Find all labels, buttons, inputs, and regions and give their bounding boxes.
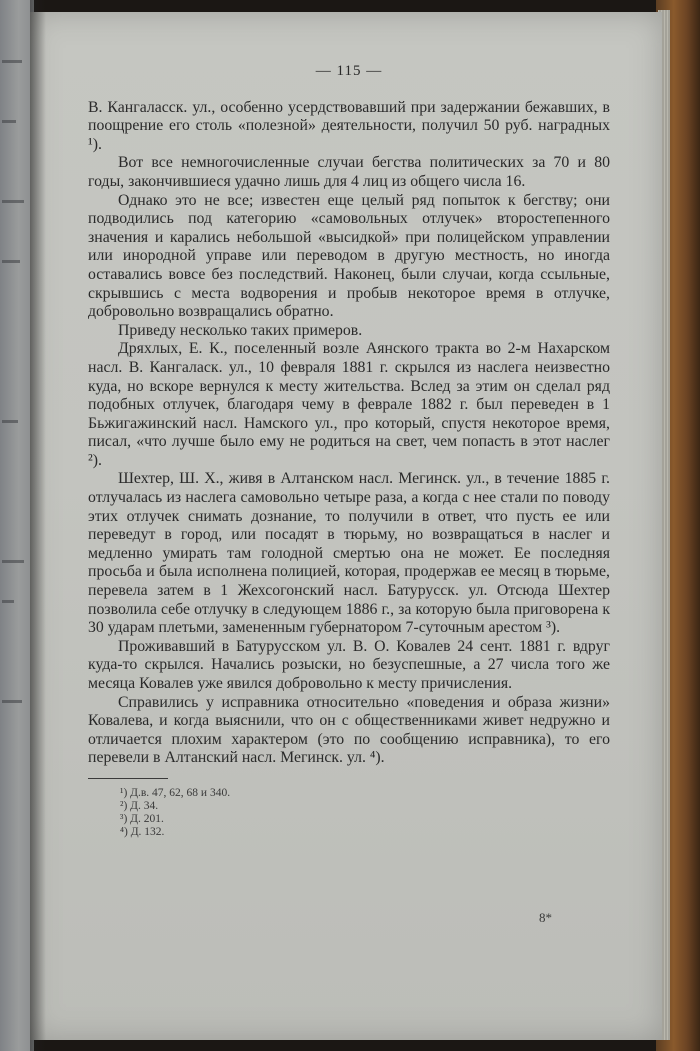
- previous-page-text-fragment: [2, 700, 22, 703]
- paragraph: Дряхлых, Е. К., поселенный возле Аянского тракта во 2-м Нахарском насл. В. Кангаласк. ул., 10 февраля 1881 г. скрылся из наслега неизвестно куда, но вскоре вернулся к месту жительства. Вслед за этим он сделал ряд подобных отлучек, благодаря чему в феврале 1882 г. был переведен в 1 Бьжигажинский насл. Намского ул., про который, спустя некоторое время, писал, «что лучше было ему не родиться на свет, чем попасть в этот наслег ²).: [88, 340, 610, 469]
- previous-page-text-fragment: [2, 600, 14, 603]
- footnote: ³) Д. 201.: [120, 812, 164, 825]
- paragraph: Вот все немногочисленные случаи бегства политических за 70 и 80 годы, закончившиеся удачно лишь для 4 лиц из общего числа 16.: [88, 154, 610, 190]
- footnote: ²) Д. 34.: [120, 799, 159, 812]
- previous-page-edge: [0, 0, 34, 1051]
- footnote: ⁴) Д. 132.: [120, 825, 165, 838]
- previous-page-text-fragment: [2, 120, 16, 123]
- paragraph: Приведу несколько таких примеров.: [118, 321, 363, 339]
- previous-page-text-fragment: [2, 420, 18, 423]
- page-number: — 115 —: [315, 63, 383, 79]
- previous-page-text-fragment: [2, 200, 24, 203]
- signature-mark: 8*: [539, 910, 552, 925]
- previous-page-text-fragment: [2, 260, 20, 263]
- footnote: ¹) Д.в. 47, 62, 68 и 340.: [120, 786, 231, 799]
- paragraph: Однако это не все; известен еще целый ряд попыток к бегству; они подводились под категорию «самовольных отлучек» второстепенного значения и карались небольшой «высидкой» при полицейском управлении или инородной управе или переводом в другую местность, но иногда оставались вовсе без последствий. Наконец, были случаи, когда ссыльные, скрывшись с места водворения и пробыв некоторое время в отлучке, добровольно возвращались обратно.: [88, 191, 610, 321]
- paragraph: Проживавший в Батурусском ул. В. О. Ковалев 24 сент. 1881 г. вдруг куда-то скрылся. Начались розыски, но безуспешные, а 27 числа того же месяца Ковалев уже явился добровольно к месту причисления.: [88, 637, 610, 692]
- book-page: [30, 12, 662, 1040]
- paragraph: Справились у исправника относительно «поведения и образа жизни» Ковалева, и когда выяснили, что он с общественниками живет недружно и отличается плохим характером (это по сообщению исправника), то его перевели в Алтанский насл. Мегинск. ул. ⁴).: [88, 693, 610, 767]
- previous-page-text-fragment: [2, 60, 22, 63]
- previous-page-text-fragment: [2, 560, 24, 563]
- paragraph: В. Кангаласск. ул., особенно усердствовавший при задержании бежавших, в поощрение его столь «полезной» деятельности, получил 50 руб. наградных ¹).: [88, 98, 610, 153]
- gutter-shadow: [30, 0, 46, 1051]
- footnote-divider: [88, 778, 168, 779]
- page-text-block: [88, 62, 610, 839]
- footnotes: [120, 787, 610, 839]
- paragraph: Шехтер, Ш. Х., живя в Алтанском насл. Мегинск. ул., в течение 1885 г. отлучалась из наслега самовольно четыре раза, а когда с нее стали по поводу этих отлучек снимать дознание, то получили в ответ, что пусть ее или переведут в город, или посадят в тюрьму, но возвращаться в наслег и медленно умирать там голодной смертью она не может. Ее последняя просьба и была исполнена полицией, которая, продержав ее месяц в тюрьме, перевела затем в 1 Жехсогонский насл. Батурусск. ул. Отсюда Шехтер позволила себе отлучку в следующем 1886 г., за которую была приговорена к 30 ударам плетьми, замененным губернатором 7-суточным арестом ³).: [88, 470, 610, 637]
